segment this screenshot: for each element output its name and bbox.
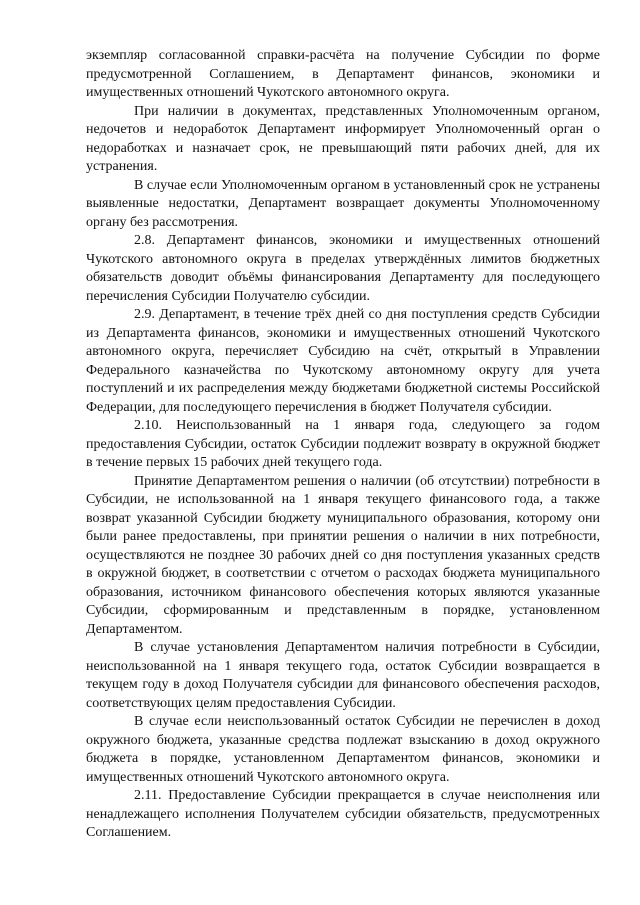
paragraph-2-8: 2.8. Департамент финансов, экономики и имущественных отношений Чукотского автономного округа в пределах утверждённых лимитов бюджетных обязательств доводит объёмы финансирования Департаменту для последующего перечисления Субсидии Получателю субсидии. [86, 233, 600, 304]
paragraph-need-established: В случае установления Департаментом наличия потребности в Субсидии, неиспользованной на 1 января текущего года, остаток Субсидии возвращается в текущем году в доход Получателя субсидии для финансового обеспечения расходов, соответствующих целям предоставления Субсидии. [86, 640, 600, 711]
paragraph-not-eliminated: В случае если Уполномоченным органом в установленный срок не устранены выявленные недостатки, Департамент возвращает документы Уполномоченному органу без рассмотрения. [86, 177, 600, 230]
paragraph-2-10: 2.10. Неиспользованный на 1 января года, следующего за годом предоставления Субсидии, остаток Субсидии подлежит возврату в окружной бюджет в течение первых 15 рабочих дней текущего года. [86, 418, 600, 470]
paragraph-deficiencies: При наличии в документах, представленных Уполномоченным органом, недочетов и недоработок Департамент информирует Уполномоченный орган о недоработках и назначает срок, не превышающий пяти рабочих дней, для их устранения. [86, 103, 600, 174]
paragraph-2-11: 2.11. Предоставление Субсидии прекращается в случае неисполнения или ненадлежащего исполнения Получателем субсидии обязательств, предусмотренных Соглашением. [86, 788, 600, 840]
paragraph-2-9: 2.9. Департамент, в течение трёх дней со дня поступления средств Субсидии из Департамента финансов, экономики и имущественных отношений Чукотского автономного округа, перечисляет Субсидию на счёт, открытый в Управлении Федерального казначейства по Чукотскому автономному округу для учета поступлений и их распределения между бюджетами бюджетной системы Российской Федерации, для последующего перечисления в бюджет Получателя субсидии. [86, 307, 600, 415]
paragraph-continuation: экземпляр согласованной справки-расчёта на получение Субсидии по форме предусмотренной Соглашением, в Департамент финансов, экономики и имущественных отношений Чукотского автономного округа. [86, 48, 600, 100]
paragraph-decision: Принятие Департаментом решения о наличии (об отсутствии) потребности в Субсидии, не использованной на 1 января текущего финансового года, а также возврат указанной Субсидии бюджету муниципального образования, которому они были ранее предоставлены, при принятии решения о наличии в них потребности, осуществляются не позднее 30 рабочих дней со дня поступления указанных средств в окружной бюджет, в соответствии с отчетом о расходах бюджета муниципального образования, источником финансового обеспечения которых являются указанные Субсидии, сформированным и представленным в порядке, установленном Департаментом. [86, 473, 600, 637]
paragraph-not-transferred: В случае если неиспользованный остаток Субсидии не перечислен в доход окружного бюджета, указанные средства подлежат взысканию в доход окружного бюджета в порядке, установленном Департаментом финансов, экономики и имущественных отношений Чукотского автономного округа. [86, 714, 600, 785]
